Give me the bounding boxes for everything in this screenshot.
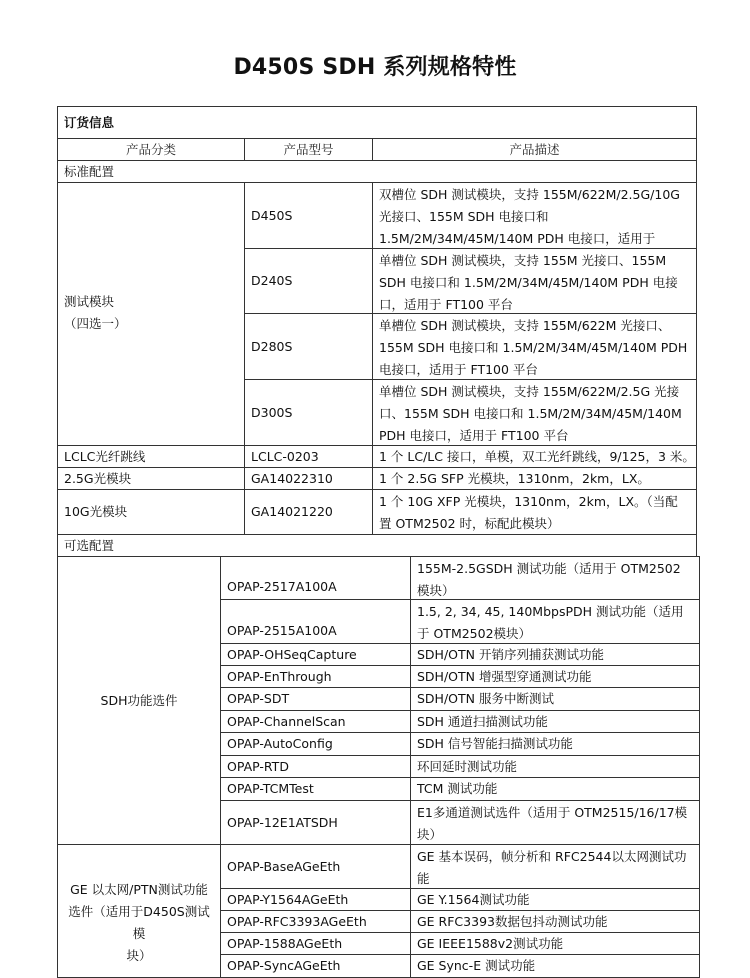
table-row-description: 155M-2.5GSDH 测试功能（适用于 OTM2502 模块）: [410, 556, 700, 600]
table-row-model: OPAP-TCMTest: [220, 777, 411, 801]
ge-group-label: [57, 844, 221, 978]
header-category: 产品分类: [57, 138, 245, 161]
table-row-description: 单槽位 SDH 测试模块，支持 155M/622M 光接口、155M SDH 电接口和 1.5M/2M/34M/45M/140M PDH 电接口，适用于 FT100 平台: [372, 313, 697, 380]
table-row-model: OPAP-SyncAGeEth: [220, 954, 411, 978]
table-row-description: E1多通道测试选件（适用于 OTM2515/16/17模块）: [410, 800, 700, 845]
table-row-description: GE RFC3393数据包抖动测试功能: [410, 910, 700, 933]
optional-section-label: 可选配置: [57, 534, 697, 557]
table-row-model: D240S: [244, 248, 373, 314]
ge-group-label-line: GE 以太网/PTN测试功能: [70, 882, 208, 897]
table-row-description: 单槽位 SDH 测试模块，支持 155M/622M/2.5G 光接口、155M SDH 电接口和 1.5M/2M/34M/45M/140M PDH 电接口，适用于 FT100 平台: [372, 379, 697, 446]
header-model: 产品型号: [244, 138, 373, 161]
table-row-description: TCM 测试功能: [410, 777, 700, 801]
table-row-description: 1.5, 2, 34, 45, 140MbpsPDH 测试功能（适用于 OTM2502模块）: [410, 599, 700, 644]
order-info-heading: 订货信息: [57, 106, 697, 139]
page-title: D450S SDH 系列规格特性: [233, 55, 517, 80]
table-row-description: 1 个 2.5G SFP 光模块，1310nm，2km，LX。: [372, 467, 697, 490]
table-row-model: OPAP-AutoConfig: [220, 732, 411, 756]
standard-section-label: 标准配置: [57, 160, 697, 183]
table-row-category: LCLC光纤跳线: [57, 445, 245, 468]
table-row-model: GA14022310: [244, 467, 373, 490]
sdh-group-label: SDH功能选件: [57, 556, 221, 845]
table-row-description: SDH/OTN 服务中断测试: [410, 687, 700, 711]
table-row-model: OPAP-OHSeqCapture: [220, 643, 411, 666]
table-row-description: 1 个 10G XFP 光模块，1310nm，2km，LX。（当配置 OTM2502 时，标配此模块）: [372, 489, 697, 535]
header-description: 产品描述: [372, 138, 697, 161]
test-module-group-title: 测试模块: [64, 294, 115, 309]
table-row-model: D450S: [244, 182, 373, 249]
table-row-description: GE 基本误码，帧分析和 RFC2544以太网测试功能: [410, 844, 700, 889]
test-module-group-note: （四选一）: [64, 315, 127, 331]
table-row-model: OPAP-Y1564AGeEth: [220, 888, 411, 911]
table-row-description: SDH/OTN 开销序列捕获测试功能: [410, 643, 700, 666]
table-row-model: D280S: [244, 313, 373, 380]
table-row-description: GE Y.1564测试功能: [410, 888, 700, 911]
table-row-category: 2.5G光模块: [57, 467, 245, 490]
table-row-model: OPAP-SDT: [220, 687, 411, 711]
table-row-model: OPAP-2515A100A: [220, 599, 411, 644]
table-row-model: OPAP-2517A100A: [220, 556, 411, 600]
test-module-group: [57, 182, 245, 446]
table-row-description: SDH/OTN 增强型穿通测试功能: [410, 665, 700, 688]
table-row-description: GE Sync-E 测试功能: [410, 954, 700, 978]
table-row-model: OPAP-1588AGeEth: [220, 932, 411, 955]
table-row-model: OPAP-EnThrough: [220, 665, 411, 688]
table-row-model: OPAP-BaseAGeEth: [220, 844, 411, 889]
table-row-model: D300S: [244, 379, 373, 446]
table-row-model: OPAP-RFC3393AGeEth: [220, 910, 411, 933]
ge-group-label-line: 选件（适用于D450S测试模: [68, 904, 210, 941]
table-row-model: OPAP-RTD: [220, 755, 411, 778]
ge-group-label-line: 块）: [126, 948, 152, 963]
table-row-description: 单槽位 SDH 测试模块，支持 155M 光接口、155M SDH 电接口和 1.5M/2M/34M/45M/140M PDH 电接口，适用于 FT100 平台: [372, 248, 697, 314]
table-row-description: SDH 信号智能扫描测试功能: [410, 732, 700, 756]
table-row-category: 10G光模块: [57, 489, 245, 535]
table-row-description: GE IEEE1588v2测试功能: [410, 932, 700, 955]
table-row-description: 1 个 LC/LC 接口，单模，双工光纤跳线，9/125，3 米。: [372, 445, 697, 468]
table-row-model: LCLC-0203: [244, 445, 373, 468]
table-row-model: OPAP-12E1ATSDH: [220, 800, 411, 845]
table-row-description: SDH 通道扫描测试功能: [410, 710, 700, 733]
table-row-model: GA14021220: [244, 489, 373, 535]
table-row-model: OPAP-ChannelScan: [220, 710, 411, 733]
table-row-description: 双槽位 SDH 测试模块，支持 155M/622M/2.5G/10G 光接口、155M SDH 电接口和 1.5M/2M/34M/45M/140M PDH 电接口，适用于: [372, 182, 697, 249]
table-row-description: 环回延时测试功能: [410, 755, 700, 778]
